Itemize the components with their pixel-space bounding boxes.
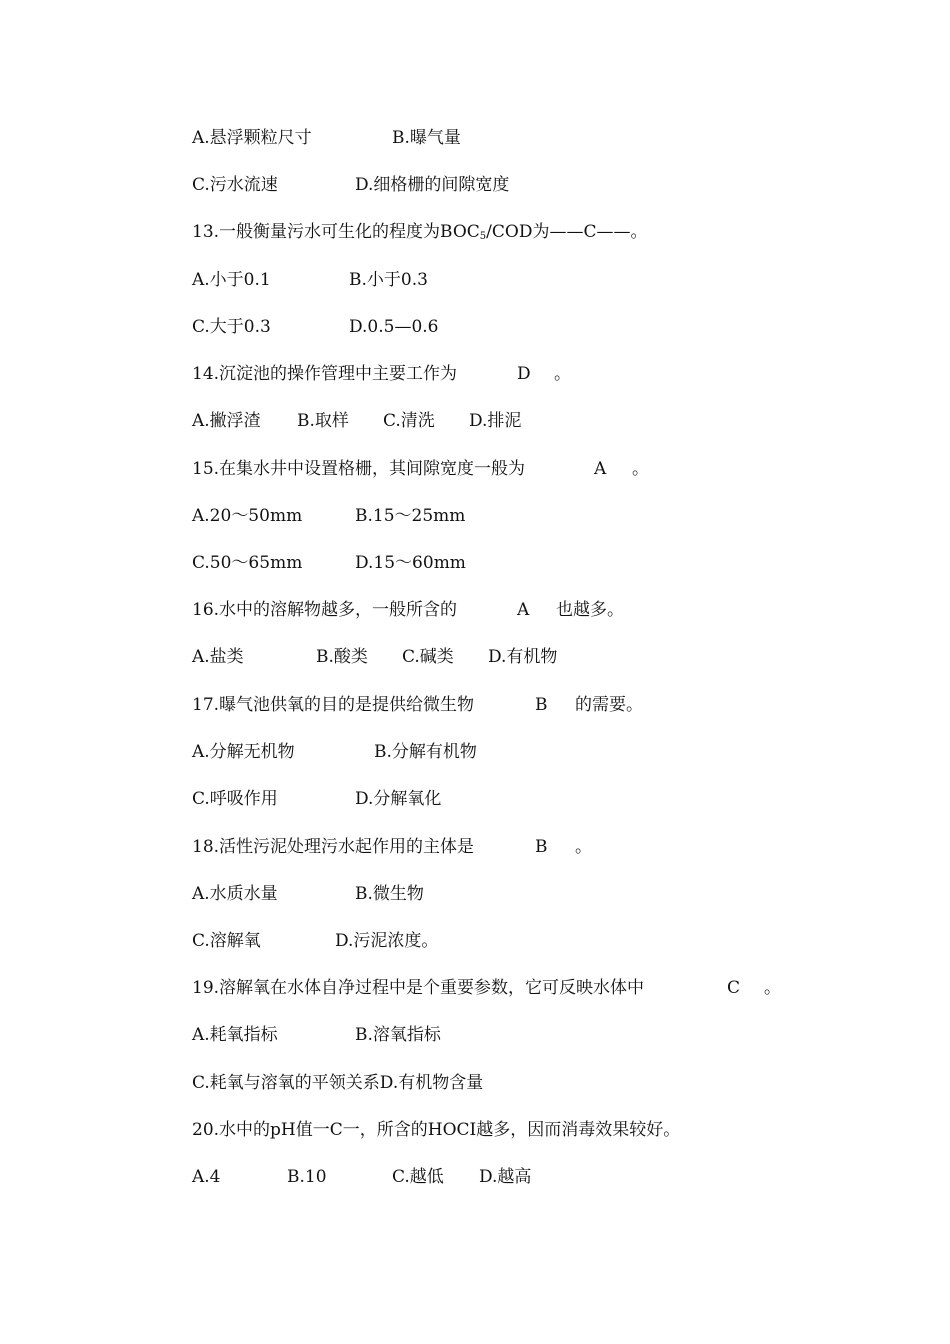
option-b: B.分解有机物 [374,742,477,762]
option-a: A.水质水量 [192,884,278,904]
question-end: 。 [554,364,571,384]
answer-letter: A [517,600,530,620]
option-d: D.0.5—0.6 [349,317,439,337]
question-end: 也越多。 [556,600,624,620]
subscript-5: 5 [479,231,487,242]
option-d: D.排泥 [469,411,522,431]
option-b: B.小于0.3 [349,270,428,290]
question-text: 19.溶解氧在水体自净过程中是个重要参数，它可反映水体中 [192,978,645,998]
option-b: B.酸类 [316,647,368,667]
question-end: 。 [575,837,592,857]
question-text: 18.活性污泥处理污水起作用的主体是 [192,837,475,857]
option-b: B.微生物 [355,884,424,904]
option-c: C.碱类 [402,647,454,667]
option-c: C.清洗 [383,411,435,431]
option-c: C.污水流速 [192,175,278,195]
option-b: B.取样 [297,411,349,431]
option-a: A.4 [192,1167,221,1187]
question-end: 。 [764,978,781,998]
option-b: B.10 [287,1167,327,1187]
option-c: C.溶解氧 [192,931,261,951]
answer-letter: D [517,364,531,384]
option-d: D.越高 [479,1167,532,1187]
option-d: D.污泥浓度。 [335,931,439,951]
question-text [192,217,647,247]
option-c: C.大于0.3 [192,317,271,337]
question-text: 14.沉淀池的操作管理中主要工作为 [192,364,458,384]
answer-letter: C [727,978,741,998]
answer-letter: B [535,837,548,857]
option-d: D.分解氧化 [355,789,442,809]
option-c: C.50～65mm [192,553,303,573]
question-text: 16.水中的溶解物越多，一般所含的 [192,600,458,620]
answer-letter: A [594,459,607,479]
option-d: D.有机物 [488,647,558,667]
option-b: B.溶氧指标 [355,1025,441,1045]
option-c: C.越低 [392,1167,444,1187]
option-a: A.20～50mm [192,506,303,526]
option-b: B.15～25mm [355,506,466,526]
option-a: A.撇浮渣 [192,411,261,431]
question-text: 20.水中的pH值一C一，所含的HOCI越多，因而消毒效果较好。 [192,1120,681,1140]
option-d: D.细格栅的间隙宽度 [355,175,510,195]
question-text: 15.在集水井中设置格栅，其间隙宽度一般为 [192,459,526,479]
question-text-pre: 13.一般衡量污水可生化的程度为BOC [192,222,480,242]
option-a: A.盐类 [192,647,244,667]
question-text-post: /COD为——C——。 [486,222,648,242]
option-a: A.悬浮颗粒尺寸 [192,128,312,148]
option-c-d: C.耗氧与溶氧的平领关系D.有机物含量 [192,1073,484,1093]
option-a: A.分解无机物 [192,742,295,762]
option-b: B.曝气量 [392,128,461,148]
option-c: C.呼吸作用 [192,789,278,809]
question-end: 的需要。 [575,695,643,715]
question-text: 17.曝气池供氧的目的是提供给微生物 [192,695,475,715]
option-a: A.耗氧指标 [192,1025,278,1045]
option-a: A.小于0.1 [192,270,271,290]
answer-letter: B [535,695,548,715]
question-end: 。 [632,459,649,479]
option-d: D.15～60mm [355,553,466,573]
